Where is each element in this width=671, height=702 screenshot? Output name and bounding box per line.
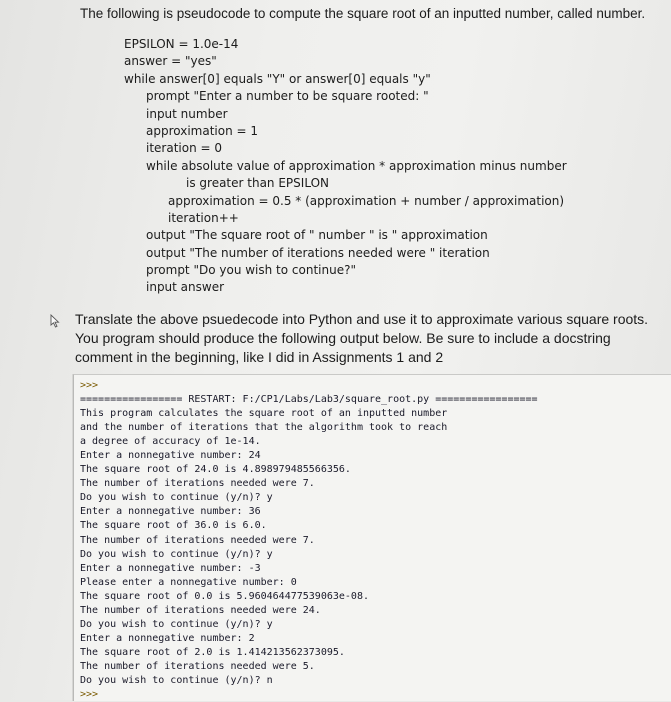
pseudocode-line: iteration = 0 xyxy=(146,141,223,156)
python-shell-window xyxy=(73,374,671,701)
shell-output-line: ================= RESTART: F:/CP1/Labs/Lab3/square_root.py ================= xyxy=(80,394,538,406)
shell-output-line: Do you wish to continue (y/n)? y xyxy=(80,492,273,504)
pseudocode-line: EPSILON = 1.0e-14 xyxy=(124,37,239,51)
shell-output-line: The number of iterations needed were 7. xyxy=(80,478,315,490)
pseudocode-line: iteration++ xyxy=(168,210,239,225)
instruction-line: You program should produce the following output below. Be sure to include a docstring xyxy=(75,330,611,346)
mouse-pointer-icon xyxy=(50,314,60,328)
shell-output-line: The number of iterations needed were 24. xyxy=(80,604,321,616)
instruction-line: Translate the above psuedecode into Python and use it to approximate various square roots. xyxy=(75,311,649,327)
instructions-text xyxy=(75,310,665,367)
shell-output-line: Enter a nonnegative number: -3 xyxy=(80,562,261,574)
shell-output-line: The square root of 0.0 is 5.960464477539063e-08. xyxy=(80,590,369,602)
shell-output-line: The number of iterations needed were 5. xyxy=(80,660,315,672)
pseudocode-line: output "The number of iterations needed were " iteration xyxy=(146,245,490,260)
shell-output-line: and the number of iterations that the algorithm took to reach xyxy=(80,422,448,434)
pseudocode-line: is greater than EPSILON xyxy=(186,176,329,191)
shell-output-line: The square root of 2.0 is 1.414213562373095. xyxy=(80,646,345,658)
shell-output-line: Enter a nonnegative number: 24 xyxy=(80,450,261,462)
pseudocode-line: output "The square root of " number " is " approximation xyxy=(146,228,488,243)
pseudocode-line: while absolute value of approximation * approximation minus number xyxy=(146,158,567,173)
pseudocode-line: prompt "Enter a number to be square rooted: " xyxy=(146,89,429,104)
instruction-line: comment in the beginning, like I did in Assignments 1 and 2 xyxy=(75,349,444,365)
shell-output-line: Enter a nonnegative number: 36 xyxy=(80,506,261,518)
shell-prompt: >>> xyxy=(80,380,99,391)
shell-output-line: The square root of 36.0 is 6.0. xyxy=(80,520,267,532)
intro-text: The following is pseudocode to compute the square root of an inputted number, called number. xyxy=(80,6,646,21)
pseudocode-line: approximation = 0.5 * (approximation + number / approximation) xyxy=(168,193,565,208)
shell-output-line: Enter a nonnegative number: 2 xyxy=(80,632,255,644)
shell-prompt: >>> xyxy=(80,689,99,701)
pseudocode-block xyxy=(124,36,567,297)
shell-output-line: Do you wish to continue (y/n)? n xyxy=(80,674,273,686)
pseudocode-line: input number xyxy=(146,106,228,121)
shell-output-line: Do you wish to continue (y/n)? y xyxy=(80,618,273,630)
pseudocode-line: prompt "Do you wish to continue?" xyxy=(146,263,356,278)
shell-output xyxy=(80,379,538,702)
shell-output-line: Do you wish to continue (y/n)? y xyxy=(80,548,273,560)
shell-output-line: The number of iterations needed were 7. xyxy=(80,534,315,546)
shell-output-line: The square root of 24.0 is 4.898979485566356. xyxy=(80,464,351,476)
pseudocode-line: answer = "yes" xyxy=(124,54,217,69)
shell-output-line: Please enter a nonnegative number: 0 xyxy=(80,576,297,588)
shell-output-line: a degree of accuracy of 1e-14. xyxy=(80,436,261,448)
shell-output-line: This program calculates the square root of an inputted number xyxy=(80,408,448,420)
pseudocode-line: input answer xyxy=(146,280,225,295)
pseudocode-line: while answer[0] equals "Y" or answer[0] equals "y" xyxy=(124,71,431,86)
pseudocode-line: approximation = 1 xyxy=(146,123,259,138)
